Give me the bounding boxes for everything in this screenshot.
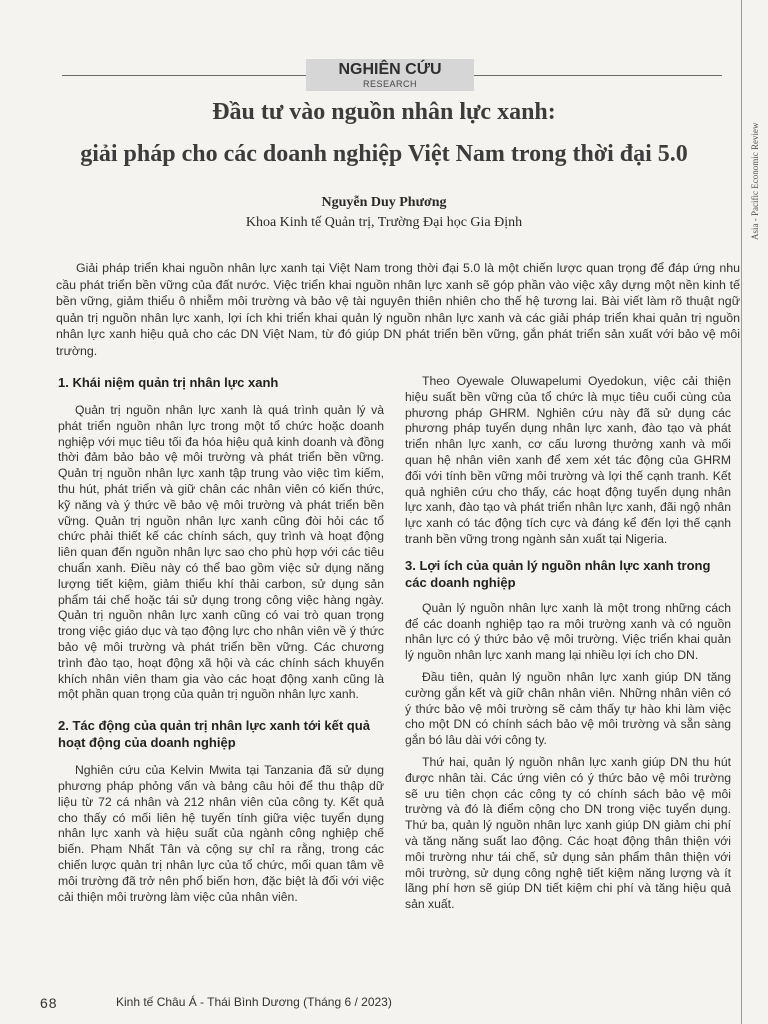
section3-paragraph3: Thứ hai, quản lý nguồn nhân lực xanh giúp DN thu hút được nhân tài. Các ứng viên có ý thức bảo vệ môi trường sẽ ưu tiên chọn các công ty có chính sách bảo vệ môi trường và đó là điểm cộng cho DN trong việc tuyển dụng. Thứ ba, quản lý nguồn nhân lực xanh giúp DN giảm chi phí và tăng năng suất lao động. Các hoạt động thân thiện với môi trường như tái chế, sử dụng sản phẩm thân thiện với môi trường, sử dụng công nghệ tiết kiệm năng lượng và ít lãng phí hơn sẽ giúp DN tiết kiệm chi phí và tăng hiệu quả sản xuất.	[405, 754, 731, 912]
section2-paragraph-cont: Theo Oyewale Oluwapelumi Oyedokun, việc cải thiện hiệu suất bền vững của tổ chức là mục tiêu cuối cùng của phương pháp GHRM. Nghiên cứu này đã sử dụng các phương pháp tuyển dụng nhân lực xanh, đào tạo và phát triển nhân lực xanh, cơ cấu lương thưởng xanh và mối quan hệ nhân viên xanh để xem xét tác động của GHRM đối với tính bền vững môi trường và lợi thế cạnh tranh. Kết quả nghiên cứu cho thấy, các hoạt động tuyển dụng nhân lực xanh, đào tạo và phát triển nhân lực xanh, đãi ngộ nhân lực xanh có tác động tích cực và đáng kể đến lợi thế cạnh tranh bền vững trong ngành sản xuất tại Nigeria.	[405, 374, 731, 546]
author-name: Nguyễn Duy Phương	[321, 195, 447, 210]
section1-paragraph: Quản trị nguồn nhân lực xanh là quá trình quản lý và phát triển nguồn nhân lực trong một tổ chức hoặc doanh nghiệp với mục tiêu tối đa hóa hiệu quả kinh doanh và đồng thời đảm bảo bảo vệ môi trường và phát triển bền vững. Quản trị nguồn nhân lực xanh tập trung vào việc tìm kiếm, thu hút, phát triển và giữ chân các nhân viên có kiến thức, kỹ năng và ý thức về bảo vệ môi trường và phát triển bền vững. Quản trị nguồn nhân lực xanh cũng đòi hỏi các tổ chức phải thiết kế các chính sách, quy trình và hoạt động liên quan đến nguồn nhân lực sao cho phù hợp với các tiêu chuẩn xanh. Điều này có thể bao gồm việc sử dụng năng lượng tiết kiệm, giảm thiểu khí thải carbon, sử dụng sản phẩm tái chế hoặc tái sử dụng trong công việc hàng ngày. Quản trị nguồn nhân lực xanh cũng có vai trò quan trọng trong việc giáo dục và tạo động lực cho nhân viên về ý thức bảo vệ môi trường và phát triển bền vững. Các chương trình đào tạo, hoạt động xã hội và các chính sách khuyến khích nhân viên tham gia vào các hoạt động xanh cũng là một phần quan trọng của quản trị nguồn nhân lực xanh.	[58, 403, 384, 702]
section-label-en: RESEARCH	[362, 79, 417, 89]
left-column	[58, 374, 384, 905]
abstract: Giải pháp triển khai nguồn nhân lực xanh tại Việt Nam trong thời đại 5.0 là một chiến lược quan trọng để đáp ứng nhu cầu phát triển bền vững của đất nước. Việc triển khai nguồn nhân lực xanh sẽ góp phần vào việc xây dựng một nền kinh tế bền vững, giảm thiểu ô nhiễm môi trường và bảo vệ tài nguyên thiên nhiên cho thế hệ tương lai. Bài viết làm rõ thuật ngữ quản trị nguồn nhân lực xanh, lợi ích khi triển khai quản lý nguồn nhân lực xanh và các giải pháp triển khai quản trị nguồn nhân lực xanh hiệu quả cho các DN Việt Nam, từ đó giúp DN phát triển bền vững, gắn phát triển sản xuất với bảo vệ môi trường.	[56, 261, 740, 358]
section3-paragraph1: Quản lý nguồn nhân lực xanh là một trong những cách để các doanh nghiệp tạo ra môi trường xanh và có nguồn nhân lực có ý thức bảo vệ môi trường. Việc triển khai quản lý nguồn nhân lực xanh mang lại nhiều lợi ích cho DN.	[405, 600, 731, 663]
margin-rule	[741, 0, 742, 1024]
section-label-vi: NGHIÊN CỨU	[338, 61, 442, 78]
right-column	[405, 374, 731, 913]
article-title-line1: Đầu tư vào nguồn nhân lực xanh:	[212, 99, 556, 125]
section3-heading: 3. Lợi ích của quản lý nguồn nhân lực xanh trong các doanh nghiệp	[405, 557, 711, 590]
section3-paragraph2: Đầu tiên, quản lý nguồn nhân lực xanh giúp DN tăng cường gắn kết và giữ chân nhân viên. Những nhân viên có ý thức bảo vệ môi trường sẽ cảm thấy tự hào khi làm việc cho một DN có chính sách bảo vệ môi trường và sẵn sàng gắn bó lâu dài với công ty.	[405, 669, 731, 748]
article-title-line2: giải pháp cho các doanh nghiệp Việt Nam trong thời đại 5.0	[80, 141, 688, 167]
section2-paragraph: Nghiên cứu của Kelvin Mwita tại Tanzania đã sử dụng phương pháp phỏng vấn và bảng câu hỏi để thu thập dữ liệu từ 72 cá nhân và 212 nhân viên của công ty. Kết quả cho thấy có mối liên hệ tuyến tính giữa việc tuyển dụng nhân lực xanh và hiệu suất của ngành công nghiệp chế biến. Phạm Nhất Tân và cộng sự chỉ ra rằng, trong các chiến lược quản trị nhân lực của tổ chức, mối quan tâm về môi trường đã trở nên phổ biến hơn, đặc biệt là đối với việc cải thiện môi trường làm việc của nhân viên.	[58, 763, 384, 904]
journal-side-label: Asia - Pacific Economic Review	[750, 122, 760, 240]
journal-footer: Kinh tế Châu Á - Thái Bình Dương (Tháng 6 / 2023)	[116, 995, 392, 1009]
section1-heading: 1. Khái niệm quản trị nhân lực xanh	[58, 375, 279, 390]
author-affiliation: Khoa Kinh tế Quản trị, Trường Đại học Gia Định	[245, 215, 523, 230]
page-number: 68	[40, 995, 58, 1011]
section-label	[306, 59, 474, 91]
section2-heading: 2. Tác động của quản trị nhân lực xanh tới kết quả hoạt động của doanh nghiệp	[58, 718, 370, 751]
